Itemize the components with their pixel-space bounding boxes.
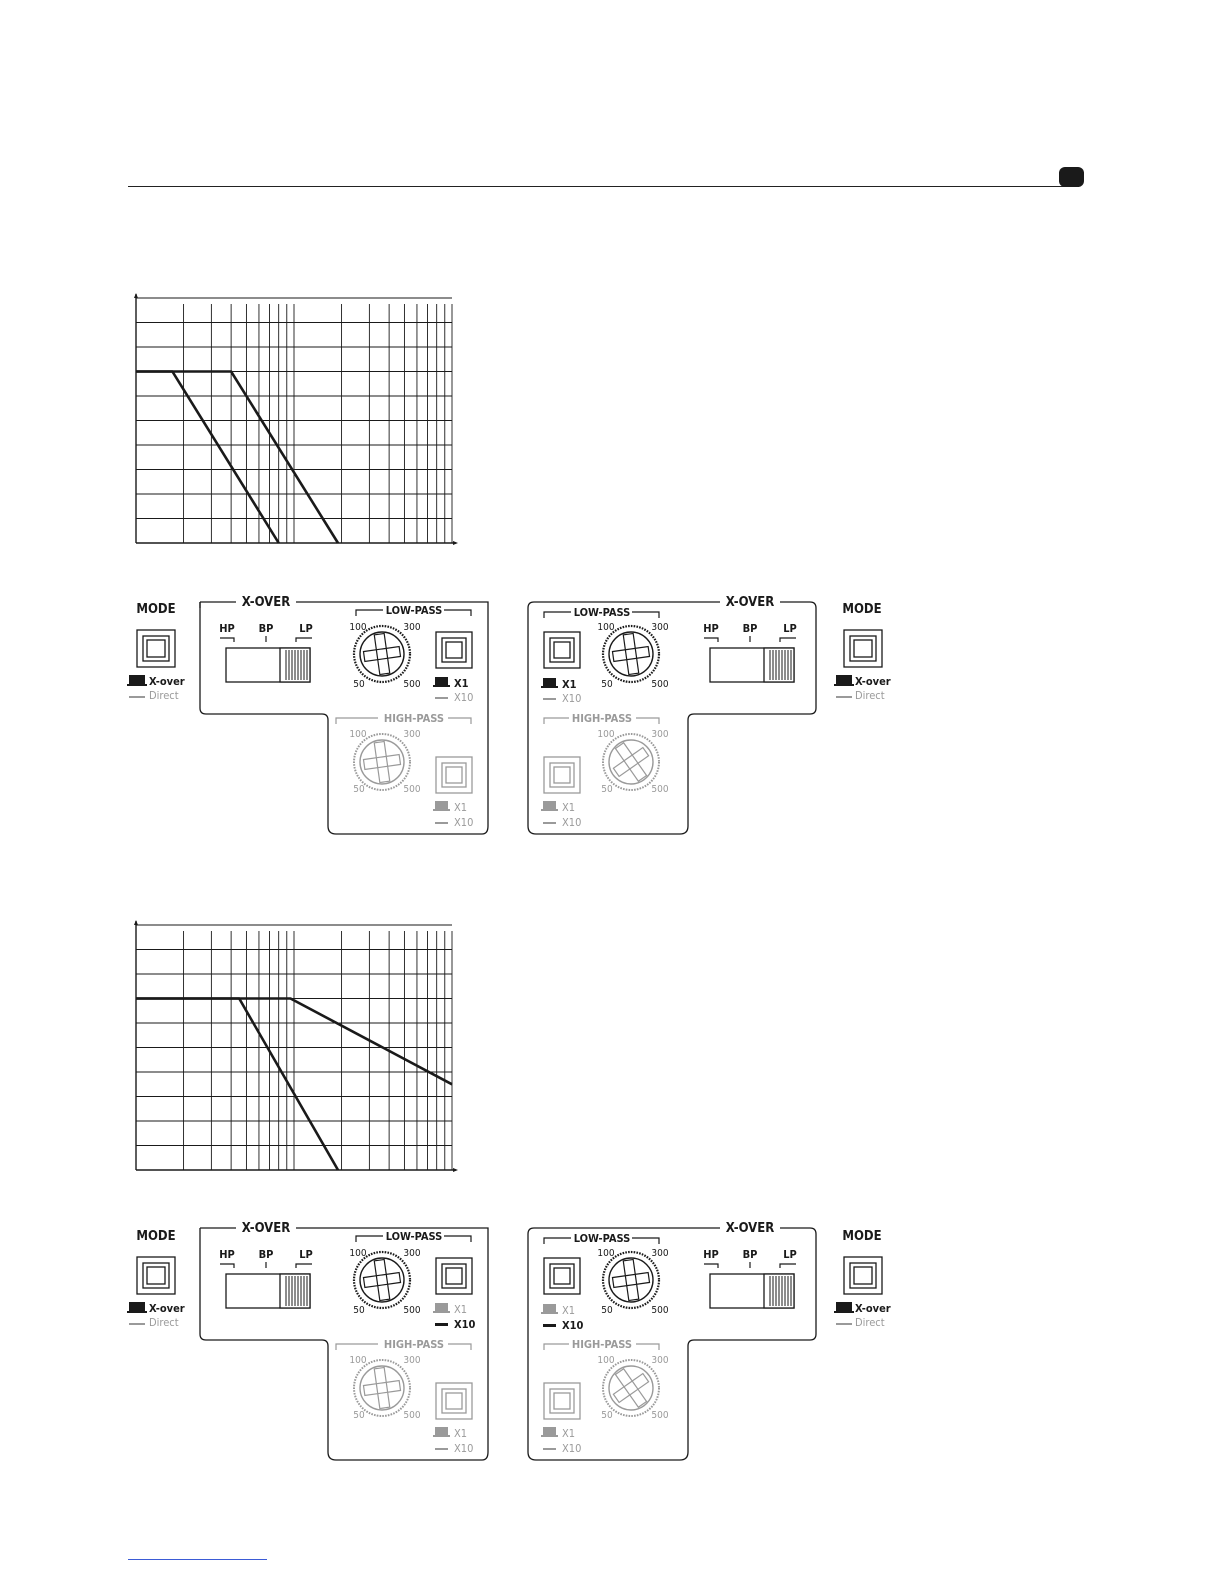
svg-text:X10: X10 [454, 816, 474, 829]
bp-label: BP [258, 622, 274, 635]
frequency-response-chart-2 [128, 917, 458, 1177]
svg-text:HIGH-PASS: HIGH-PASS [571, 1338, 633, 1351]
svg-text:X10: X10 [562, 692, 582, 705]
mode-control-right-2 [822, 1225, 912, 1329]
svg-text:X1: X1 [454, 677, 469, 690]
lp-label: LP [299, 622, 313, 635]
high-pass-knob[interactable] [603, 734, 659, 790]
frequency-response-chart-1 [128, 290, 458, 550]
filter-type-slider[interactable] [710, 648, 794, 682]
low-pass-knob[interactable] [354, 1252, 410, 1308]
low-pass-knob[interactable] [603, 626, 659, 682]
mode-button[interactable] [137, 1257, 175, 1294]
low-pass-range-button[interactable] [544, 632, 580, 668]
svg-text:LP: LP [299, 1248, 313, 1261]
high-pass-knob[interactable] [354, 1360, 410, 1416]
direct-mode-label: Direct [149, 689, 179, 702]
svg-text:X1: X1 [454, 1427, 468, 1440]
svg-text:100: 100 [597, 1248, 615, 1259]
svg-text:LOW-PASS: LOW-PASS [573, 1232, 631, 1245]
svg-text:X10: X10 [454, 1318, 476, 1331]
svg-text:300: 300 [651, 729, 669, 740]
svg-text:300: 300 [651, 622, 669, 633]
header-rule [128, 186, 1079, 187]
low-pass-range-button[interactable] [436, 1258, 472, 1294]
svg-text:X10: X10 [454, 691, 474, 704]
xover-panel-right [524, 590, 824, 840]
svg-text:LOW-PASS: LOW-PASS [573, 606, 631, 619]
svg-text:HP: HP [219, 1248, 235, 1261]
x-axis-arrow [453, 541, 458, 545]
xover-panel-left [196, 590, 496, 840]
high-pass-range-button[interactable] [544, 1383, 580, 1419]
high-pass-knob[interactable] [603, 1360, 659, 1416]
svg-text:HIGH-PASS: HIGH-PASS [383, 1338, 445, 1351]
svg-text:LOW-PASS: LOW-PASS [385, 1230, 443, 1243]
svg-text:50: 50 [353, 1305, 365, 1316]
svg-text:500: 500 [403, 1305, 421, 1316]
y-axis-arrow [134, 920, 138, 925]
svg-text:X-OVER: X-OVER [725, 1221, 775, 1236]
svg-text:50: 50 [601, 784, 613, 795]
low-pass-title: LOW-PASS [385, 604, 443, 617]
svg-text:LP: LP [783, 1248, 797, 1261]
svg-text:100: 100 [597, 1355, 615, 1366]
svg-text:X1: X1 [562, 678, 577, 691]
xover-title: X-OVER [241, 595, 291, 610]
svg-text:X1: X1 [454, 801, 468, 814]
xover-panel-left-2 [196, 1216, 496, 1466]
footer-link-underline [128, 1559, 267, 1560]
low-pass-knob[interactable] [603, 1252, 659, 1308]
xover-panel-right-2 [524, 1216, 824, 1466]
svg-text:100: 100 [349, 1248, 367, 1259]
svg-text:HIGH-PASS: HIGH-PASS [571, 712, 633, 725]
svg-text:500: 500 [403, 1410, 421, 1421]
svg-text:500: 500 [403, 784, 421, 795]
svg-text:X1: X1 [562, 801, 576, 814]
svg-text:Direct: Direct [149, 1316, 179, 1329]
mode-control-left-2 [118, 1225, 208, 1329]
svg-text:X10: X10 [562, 816, 582, 829]
mode-control-left [118, 598, 208, 702]
filter-type-slider[interactable] [226, 1274, 310, 1308]
svg-text:MODE: MODE [842, 1229, 882, 1244]
svg-text:X10: X10 [454, 1442, 474, 1455]
svg-text:100: 100 [349, 1355, 367, 1366]
x-axis-arrow [453, 1168, 458, 1172]
low-pass-range-button[interactable] [436, 632, 472, 668]
svg-text:50: 50 [601, 1410, 613, 1421]
svg-text:100: 100 [349, 622, 367, 633]
page-tab-marker [1059, 167, 1084, 187]
y-axis-arrow [134, 293, 138, 298]
low-pass-range-button[interactable] [544, 1258, 580, 1294]
response-curve-2 [136, 372, 338, 544]
svg-text:300: 300 [403, 1355, 421, 1366]
svg-text:50: 50 [353, 1410, 365, 1421]
svg-text:X1: X1 [562, 1304, 576, 1317]
svg-text:X10: X10 [562, 1319, 584, 1332]
svg-text:50: 50 [601, 1305, 613, 1316]
svg-text:300: 300 [651, 1355, 669, 1366]
svg-text:500: 500 [651, 679, 669, 690]
svg-text:HIGH-PASS: HIGH-PASS [383, 712, 445, 725]
svg-text:50: 50 [353, 784, 365, 795]
response-curve-1 [136, 999, 338, 1171]
svg-text:MODE: MODE [842, 602, 882, 617]
svg-text:Direct: Direct [855, 1316, 885, 1329]
high-pass-knob[interactable] [354, 734, 410, 790]
svg-text:100: 100 [597, 729, 615, 740]
svg-text:100: 100 [597, 622, 615, 633]
svg-text:MODE: MODE [136, 1229, 176, 1244]
svg-text:300: 300 [651, 1248, 669, 1259]
svg-text:BP: BP [742, 622, 758, 635]
svg-text:LP: LP [783, 622, 797, 635]
svg-text:HP: HP [703, 1248, 719, 1261]
svg-text:50: 50 [353, 679, 365, 690]
low-pass-knob[interactable] [354, 626, 410, 682]
svg-text:BP: BP [742, 1248, 758, 1261]
svg-text:100: 100 [349, 729, 367, 740]
svg-text:X1: X1 [454, 1303, 468, 1316]
hp-label: HP [219, 622, 235, 635]
svg-text:X-OVER: X-OVER [725, 595, 775, 610]
svg-text:X-over: X-over [149, 1302, 185, 1315]
svg-text:X-OVER: X-OVER [241, 1221, 291, 1236]
mode-button[interactable] [844, 630, 882, 667]
filter-type-slider[interactable] [226, 648, 310, 682]
svg-text:Direct: Direct [855, 689, 885, 702]
xover-mode-label: X-over [149, 675, 185, 688]
svg-text:X1: X1 [562, 1427, 576, 1440]
filter-type-slider[interactable] [710, 1274, 794, 1308]
svg-text:HP: HP [703, 622, 719, 635]
svg-text:500: 500 [651, 1305, 669, 1316]
svg-text:X10: X10 [562, 1442, 582, 1455]
svg-text:500: 500 [403, 679, 421, 690]
svg-text:BP: BP [258, 1248, 274, 1261]
svg-text:300: 300 [403, 1248, 421, 1259]
svg-text:300: 300 [403, 729, 421, 740]
mode-button[interactable] [844, 1257, 882, 1294]
svg-text:X-over: X-over [855, 675, 891, 688]
svg-text:50: 50 [601, 679, 613, 690]
high-pass-range-button[interactable] [436, 757, 472, 793]
mode-title: MODE [136, 602, 176, 617]
response-curve-1 [136, 372, 279, 544]
svg-text:300: 300 [403, 622, 421, 633]
high-pass-range-button[interactable] [544, 757, 580, 793]
svg-text:500: 500 [651, 784, 669, 795]
mode-button[interactable] [137, 630, 175, 667]
svg-text:500: 500 [651, 1410, 669, 1421]
mode-control-right [822, 598, 912, 702]
high-pass-range-button[interactable] [436, 1383, 472, 1419]
svg-text:X-over: X-over [855, 1302, 891, 1315]
